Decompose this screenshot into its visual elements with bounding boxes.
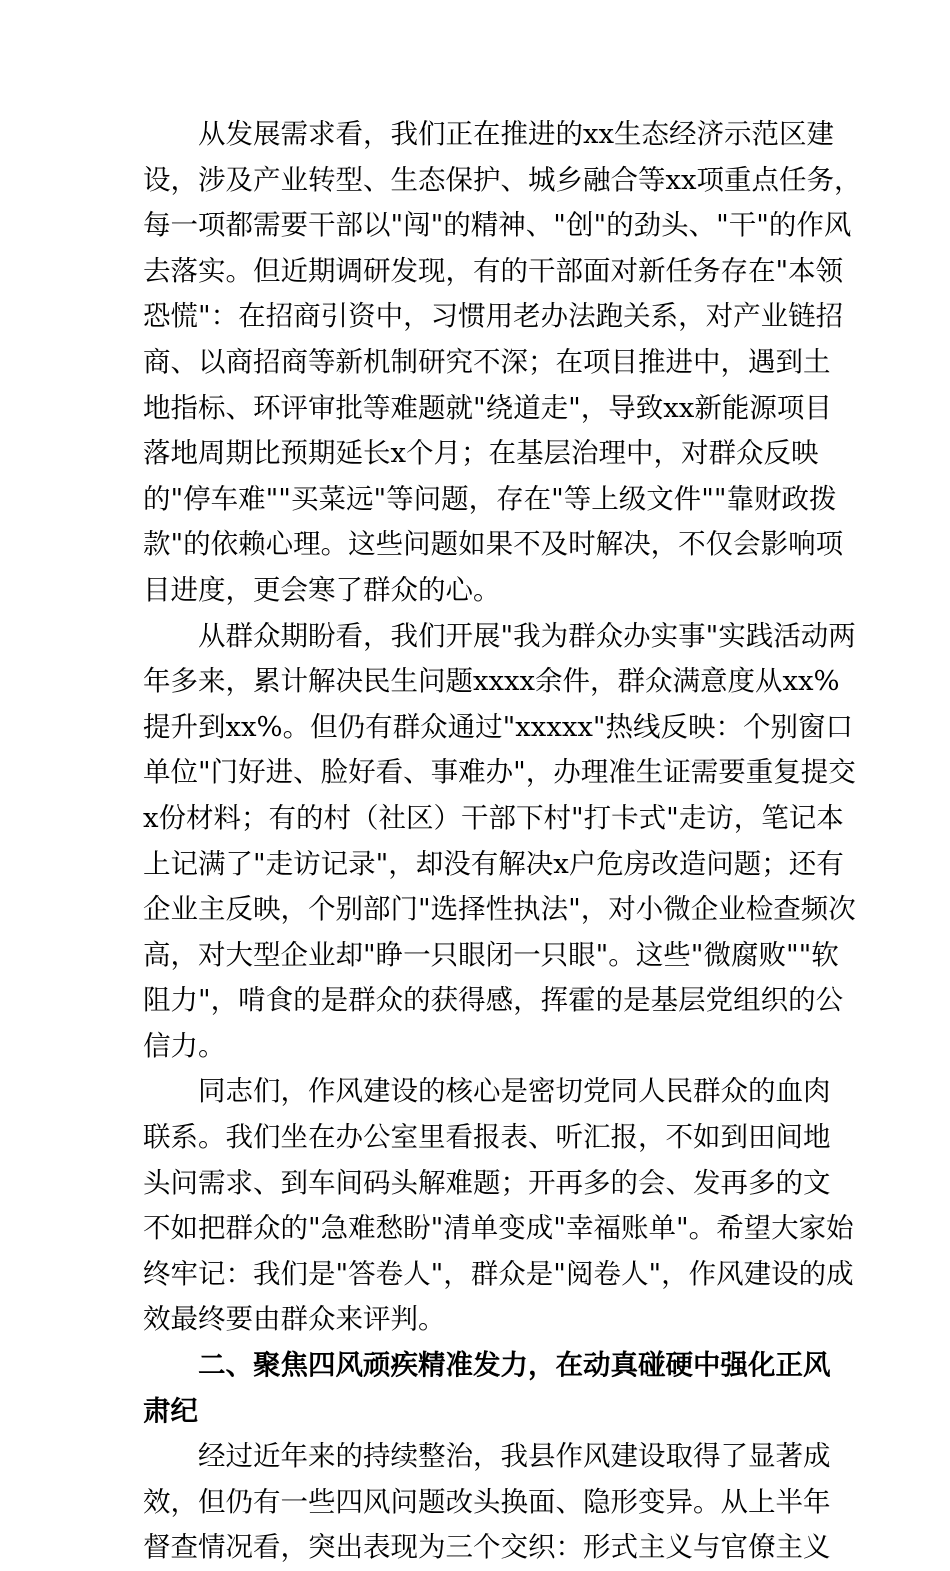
text-line: 头问需求、到车间码头解难题；开再多的会、发再多的文 [143, 1166, 831, 1199]
body-paragraph [143, 112, 862, 614]
text-line: 二、聚焦四风顽疾精准发力，在动真碰硬中强化正风 [143, 1349, 831, 1382]
text-line: 设，涉及产业转型、生态保护、城乡融合等xx项重点任务， [143, 163, 862, 196]
text-line: 终牢记：我们是"答卷人"，群众是"阅卷人"，作风建设的成 [143, 1257, 854, 1290]
text-line: 的"停车难""买菜远"等问题，存在"等上级文件""靠财政拨 [143, 482, 837, 515]
text-line: 联系。我们坐在办公室里看报表、听汇报，不如到田间地 [143, 1121, 831, 1154]
text-line: 落地周期比预期延长x个月；在基层治理中，对群众反映 [143, 437, 819, 470]
text-line: 从发展需求看，我们正在推进的xx生态经济示范区建 [143, 118, 835, 150]
text-line: 效最终要由群众来评判。 [143, 1303, 446, 1336]
text-line: 去落实。但近期调研发现，有的干部面对新任务存在"本领 [143, 254, 844, 287]
text-line: 高，对大型企业却"睁一只眼闭一只眼"。这些"微腐败""软 [143, 938, 839, 971]
text-line: 从群众期盼看，我们开展"我为群众办实事"实践活动两 [143, 619, 856, 652]
document-body [143, 112, 862, 1571]
text-line: 每一项都需要干部以"闯"的精神、"创"的劲头、"干"的作风 [143, 209, 852, 242]
body-paragraph [143, 1434, 831, 1571]
body-paragraph [143, 614, 856, 1070]
text-line: 提升到xx%。但仍有群众通过"xxxxx"热线反映：个别窗口 [143, 710, 853, 743]
text-line: 单位"门好进、脸好看、事难办"，办理准生证需要重复提交 [143, 756, 856, 789]
text-line: 同志们，作风建设的核心是密切党同人民群众的血肉 [143, 1075, 831, 1108]
text-line: 信力。 [143, 1029, 226, 1062]
text-line: 地指标、环评审批等难题就"绕道走"，导致xx新能源项目 [143, 391, 832, 424]
body-paragraph [143, 1069, 854, 1343]
text-line: 款"的依赖心理。这些问题如果不及时解决，不仅会影响项 [143, 528, 844, 561]
text-line: 效，但仍有一些四风问题改头换面、隐形变异。从上半年 [143, 1485, 831, 1518]
text-line: 阻力"，啃食的是群众的获得感，挥霍的是基层党组织的公 [143, 984, 844, 1017]
text-line: 上记满了"走访记录"，却没有解决x户危房改造问题；还有 [143, 847, 844, 880]
section-heading [143, 1343, 831, 1434]
text-line: 目进度，更会寒了群众的心。 [143, 573, 501, 606]
text-line: 商、以商招商等新机制研究不深；在项目推进中，遇到土 [143, 345, 831, 378]
text-line: 企业主反映，个别部门"选择性执法"，对小微企业检查频次 [143, 893, 856, 926]
text-line: 督查情况看，突出表现为三个交织：形式主义与官僚主义 [143, 1531, 831, 1564]
text-line: 肃纪 [143, 1394, 198, 1427]
text-line: x份材料；有的村（社区）干部下村"打卡式"走访，笔记本 [143, 801, 844, 834]
text-line: 不如把群众的"急难愁盼"清单变成"幸福账单"。希望大家始 [143, 1212, 854, 1245]
text-line: 经过近年来的持续整治，我县作风建设取得了显著成 [143, 1440, 831, 1473]
text-line: 恐慌"：在招商引资中，习惯用老办法跑关系，对产业链招 [143, 300, 844, 333]
text-line: 年多来，累计解决民生问题xxxx余件，群众满意度从xx% [143, 665, 840, 698]
